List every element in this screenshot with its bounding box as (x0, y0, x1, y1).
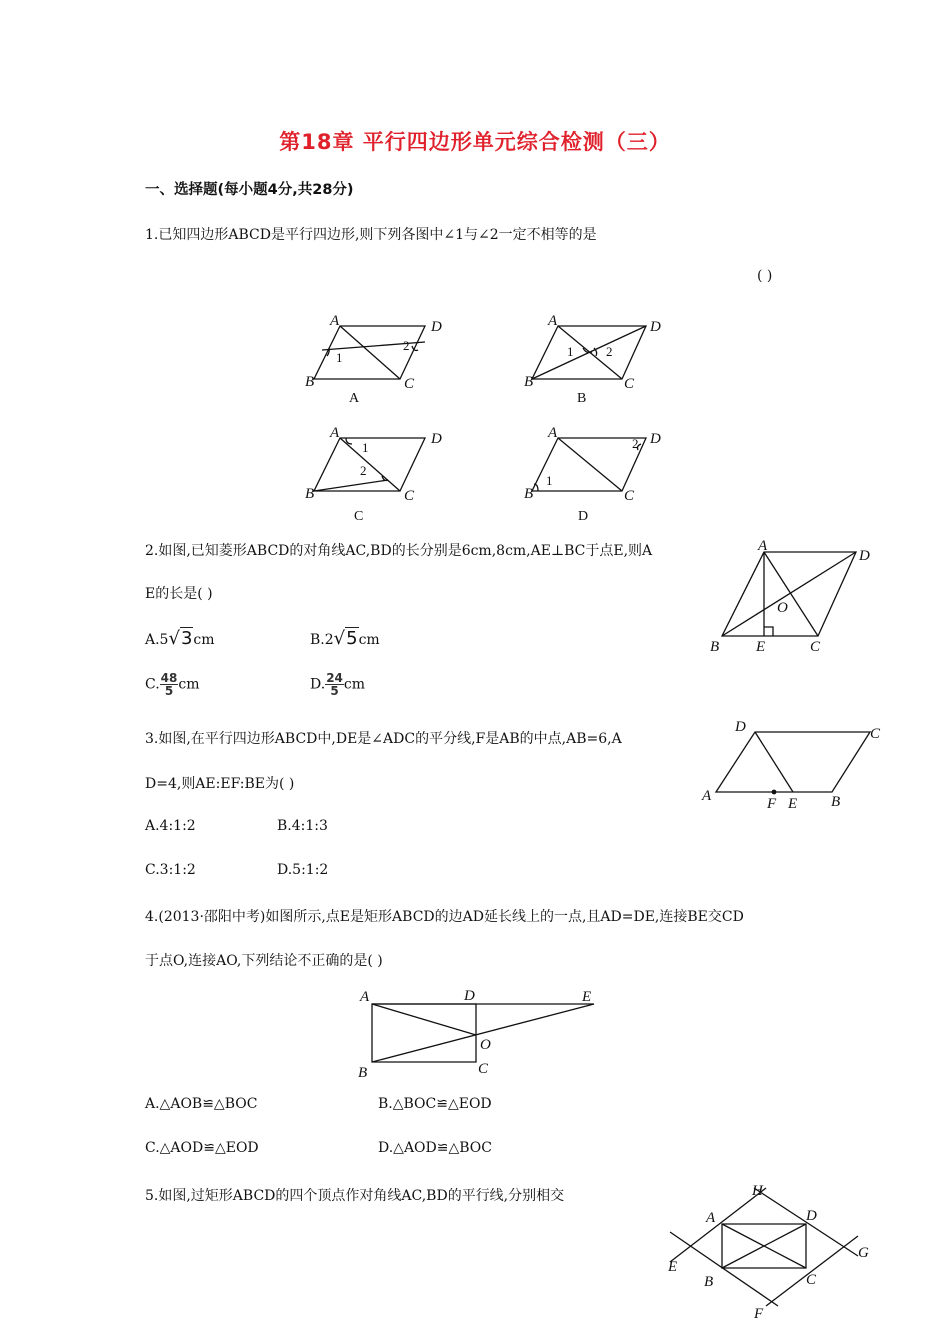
svg-text:O: O (480, 1037, 491, 1053)
svg-text:2: 2 (632, 436, 639, 451)
q4-option-d: D.△AOD≌△BOC (378, 1140, 492, 1156)
svg-text:O: O (777, 600, 788, 616)
svg-text:C: C (624, 488, 635, 504)
q3-parallelogram-figure (698, 712, 894, 816)
svg-text:F: F (767, 796, 777, 812)
caption-c: C (354, 509, 364, 524)
svg-text:B: B (524, 374, 534, 390)
q3-option-a: A.4:1:2 (145, 818, 196, 834)
svg-text:C: C (870, 726, 881, 742)
svg-text:E: E (788, 796, 798, 812)
caption-a: A (349, 391, 360, 406)
figure-a (305, 313, 442, 406)
question-4-line2: 于点O,连接AO,下列结论不正确的是( ) (145, 953, 383, 969)
q3-option-d: D.5:1:2 (277, 862, 329, 878)
svg-text:H: H (752, 1183, 763, 1199)
q2-option-b: B.2√5cm (310, 628, 380, 649)
caption-d: D (578, 509, 589, 524)
svg-text:1: 1 (567, 344, 574, 359)
q1-figures (300, 312, 750, 522)
svg-text:A: A (330, 425, 340, 441)
svg-text:G: G (858, 1245, 869, 1261)
svg-text:B: B (358, 1065, 368, 1081)
svg-text:E: E (582, 989, 592, 1005)
svg-text:1: 1 (362, 440, 369, 455)
svg-text:B: B (524, 486, 534, 502)
question-3-line1: 3.如图,在平行四边形ABCD中,DE是∠ADC的平分线,F是AB的中点,AB=6,A (145, 731, 622, 747)
svg-text:D: D (735, 719, 746, 735)
svg-text:C: C (478, 1061, 489, 1077)
q5-rhombus-figure (656, 1176, 882, 1320)
svg-text:B: B (710, 639, 720, 655)
label-a: A (330, 313, 340, 329)
svg-text:C: C (624, 376, 635, 392)
figure-d (524, 425, 661, 524)
q2-option-d: D. $\frac{24}{5}$ cm (310, 671, 366, 698)
svg-text:D: D (431, 431, 442, 447)
question-5-line1: 5.如图,过矩形ABCD的四个顶点作对角线AC,BD的平行线,分别相交 (145, 1188, 565, 1204)
svg-text:D: D (464, 988, 475, 1004)
svg-text:C: C (806, 1272, 817, 1288)
svg-text:B: B (704, 1274, 714, 1290)
svg-text:F: F (754, 1306, 764, 1322)
svg-text:1: 1 (546, 473, 553, 488)
svg-text:2: 2 (360, 463, 367, 478)
svg-text:D: D (431, 319, 442, 335)
q4-option-b: B.△BOC≌△EOD (378, 1096, 492, 1112)
svg-text:B: B (305, 486, 315, 502)
svg-text:1: 1 (336, 350, 343, 365)
q4-option-c: C.△AOD≌△EOD (145, 1140, 259, 1156)
figure-c (305, 425, 442, 524)
svg-text:D: D (859, 548, 870, 564)
q3-option-b: B.4:1:3 (277, 818, 328, 834)
svg-text:B: B (305, 374, 315, 390)
svg-text:D: D (650, 431, 661, 447)
page-title: 第18章 平行四边形单元综合检测（三） (279, 130, 671, 154)
q2-rhombus-figure (704, 534, 884, 660)
svg-text:A: A (360, 989, 370, 1005)
answer-paren-1: ( ) (757, 268, 773, 284)
svg-text:E: E (756, 639, 766, 655)
caption-b: B (577, 391, 587, 406)
svg-text:C: C (810, 639, 821, 655)
question-2-line1: 2.如图,已知菱形ABCD的对角线AC,BD的长分别是6cm,8cm,AE⊥BC于点E,则A (145, 543, 653, 559)
svg-text:D: D (650, 319, 661, 335)
svg-text:A: A (548, 425, 558, 441)
svg-text:2: 2 (403, 338, 410, 353)
q4-rectangle-figure (354, 982, 614, 1080)
figure-b (524, 313, 661, 406)
svg-text:B: B (831, 794, 841, 810)
q2-option-a: A.5√3cm (145, 628, 215, 649)
question-1-text: 1.已知四边形ABCD是平行四边形,则下列各图中∠1与∠2一定不相等的是 (145, 227, 597, 243)
question-3-line2: D=4,则AE:EF:BE为( ) (145, 776, 295, 792)
svg-text:D: D (806, 1208, 817, 1224)
svg-text:2: 2 (606, 344, 613, 359)
section-heading: 一、选择题(每小题4分,共28分) (145, 182, 354, 198)
svg-text:A: A (702, 788, 712, 804)
question-4-line1: 4.(2013·邵阳中考)如图所示,点E是矩形ABCD的边AD延长线上的一点,且AD=DE,连接BE交CD (145, 909, 744, 925)
svg-text:C: C (404, 376, 415, 392)
svg-text:E: E (668, 1259, 678, 1275)
question-2-line2: E的长是( ) (145, 586, 213, 602)
svg-text:C: C (404, 488, 415, 504)
q4-option-a: A.△AOB≌△BOC (145, 1096, 258, 1112)
q2-option-c: C. $\frac{48}{5}$ cm (145, 671, 200, 698)
q3-option-c: C.3:1:2 (145, 862, 196, 878)
svg-text:A: A (758, 538, 768, 554)
svg-text:A: A (706, 1210, 716, 1226)
svg-text:A: A (548, 313, 558, 329)
